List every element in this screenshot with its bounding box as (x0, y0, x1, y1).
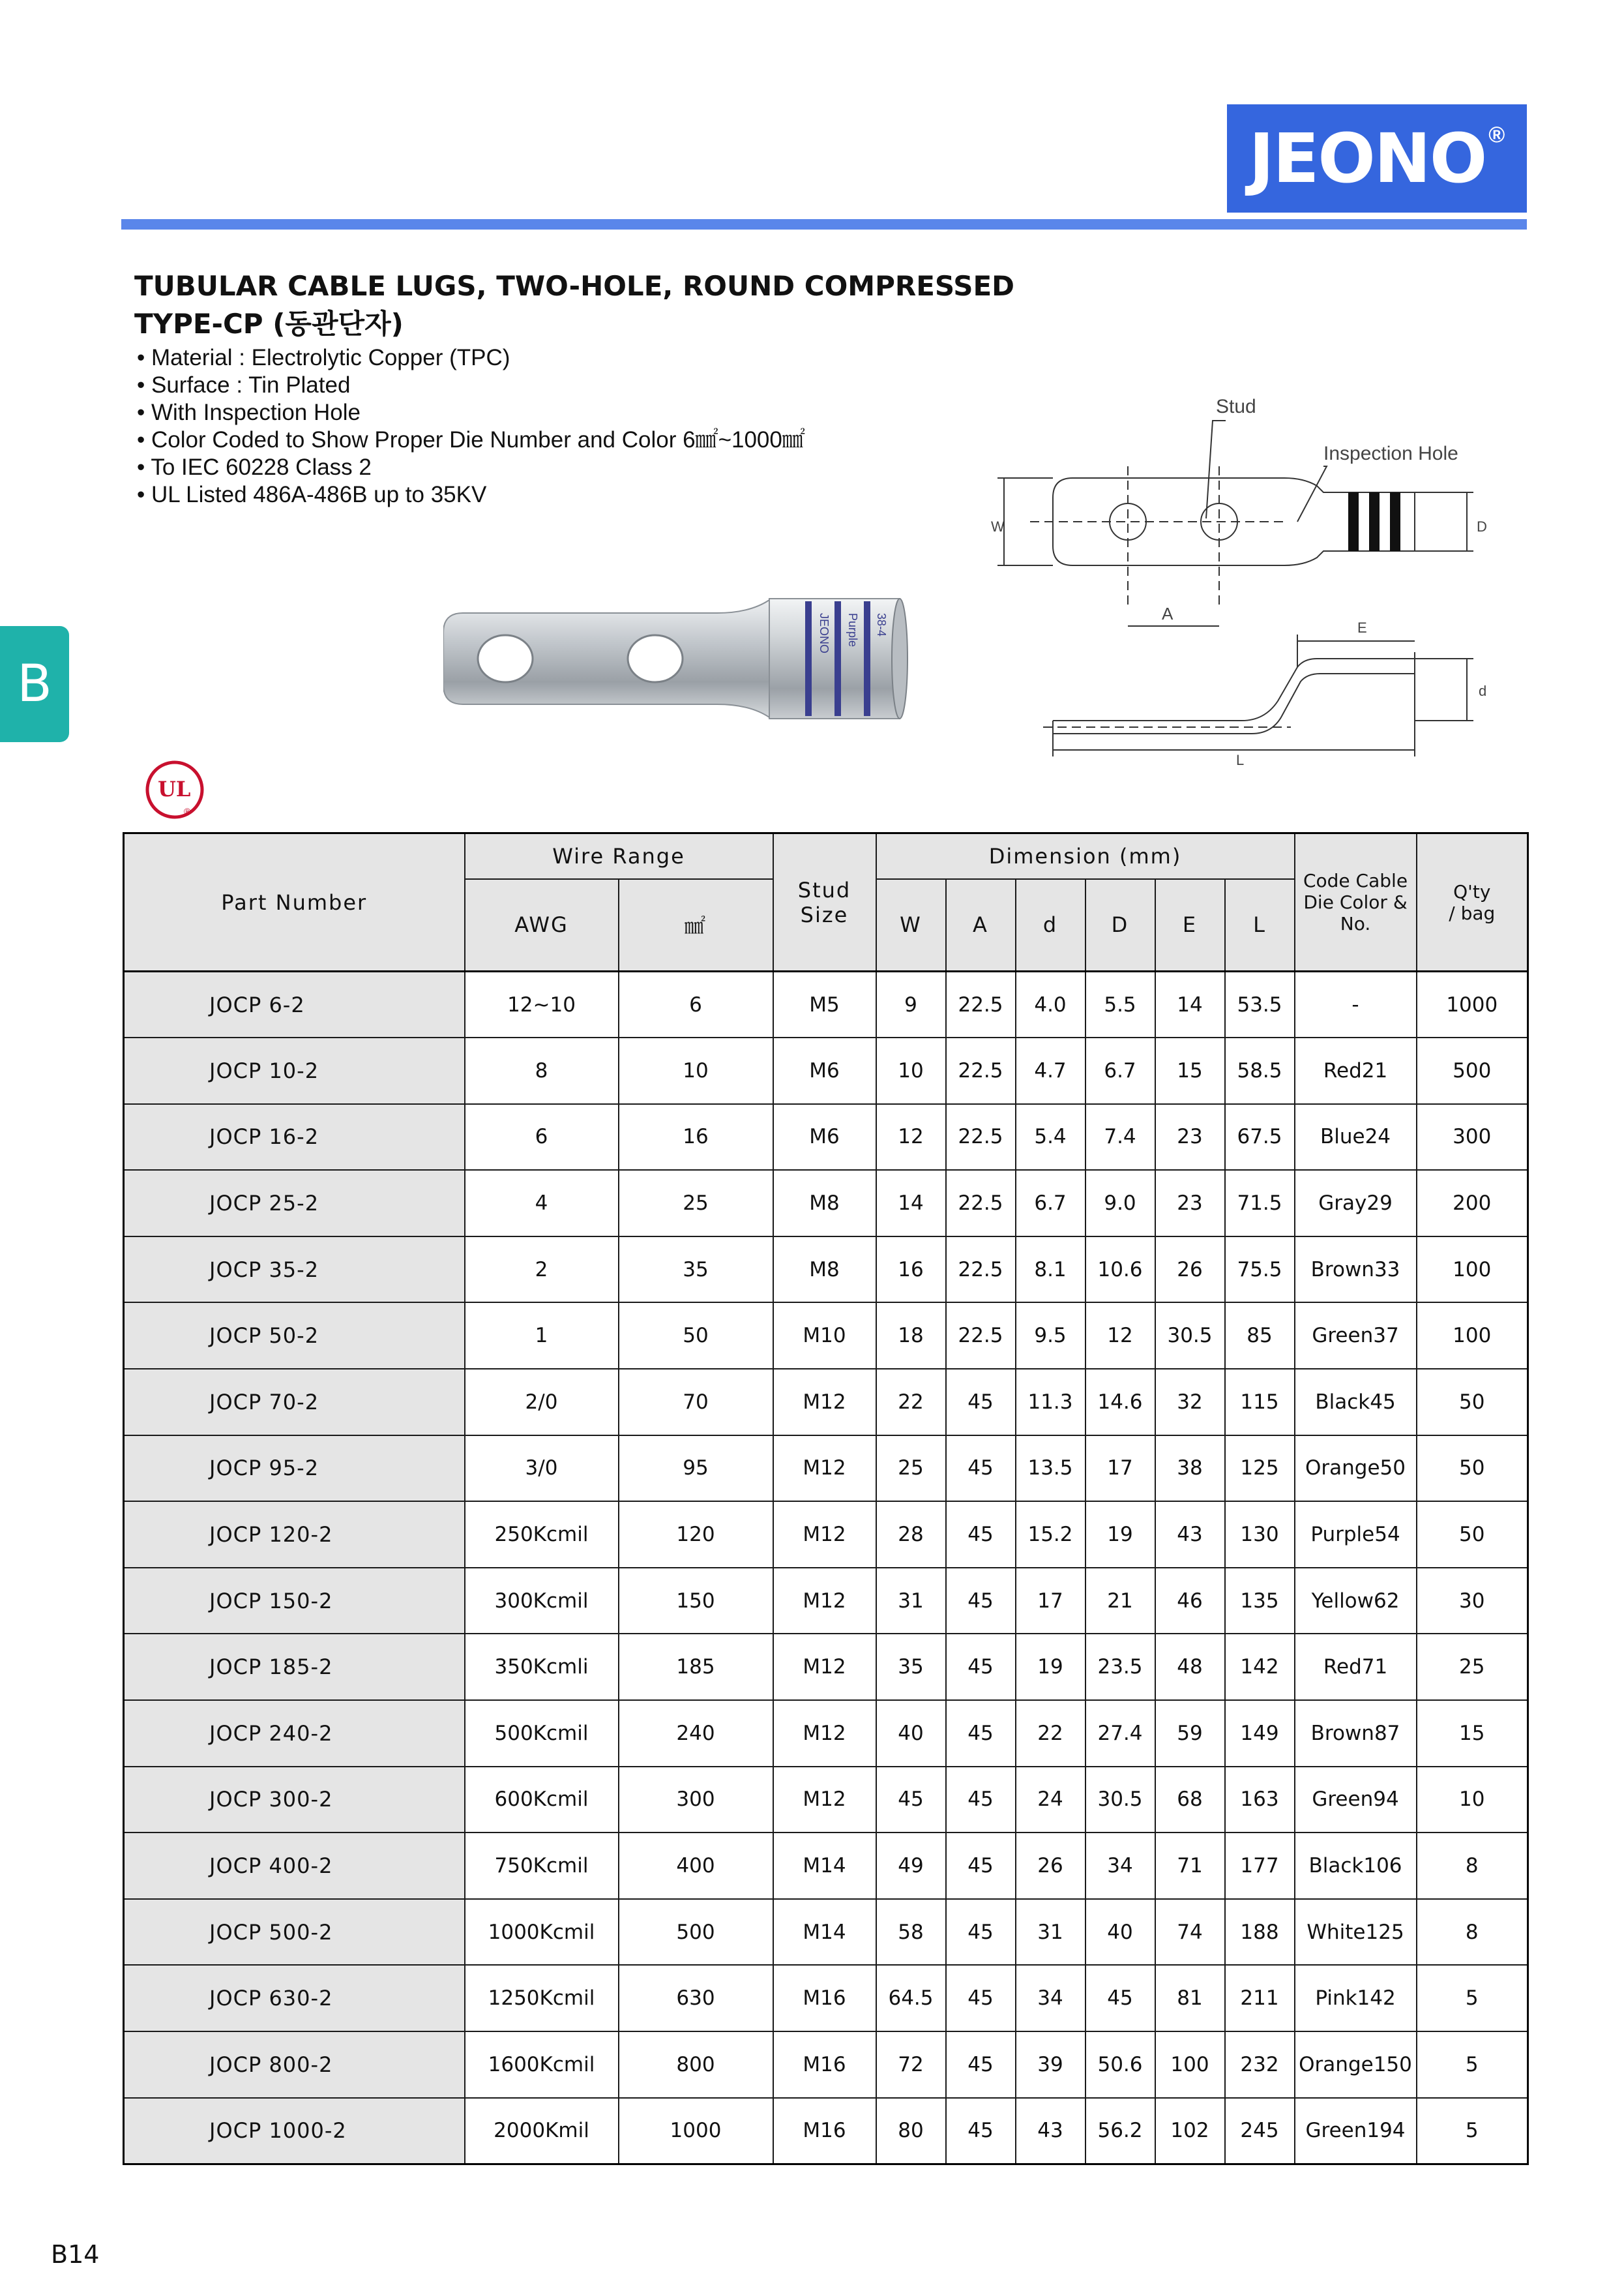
cell-stud-size: M5 (773, 972, 876, 1038)
cell-D: 14.6 (1085, 1369, 1155, 1435)
cell-d: 4.7 (1016, 1038, 1085, 1104)
cell-d: 8.1 (1016, 1236, 1085, 1303)
cell-d: 15.2 (1016, 1501, 1085, 1568)
cell-D: 19 (1085, 1501, 1155, 1568)
cell-w: 16 (876, 1236, 946, 1303)
cell-a: 22.5 (946, 1104, 1016, 1171)
cell-qty: 10 (1417, 1767, 1528, 1833)
header-wire-range: Wire Range (465, 833, 773, 879)
cell-D: 23.5 (1085, 1634, 1155, 1700)
cell-die-color: Purple54 (1295, 1501, 1417, 1568)
header-w: W (876, 879, 946, 972)
cell-qty: 50 (1417, 1501, 1528, 1568)
cell-D: 7.4 (1085, 1104, 1155, 1171)
cell-e: 48 (1155, 1634, 1225, 1700)
table-row (124, 1634, 1528, 1700)
cell-a: 45 (946, 1568, 1016, 1634)
cell-mm2: 120 (619, 1501, 773, 1568)
cell-stud-size: M10 (773, 1302, 876, 1369)
brand-name: JEONO (1248, 119, 1486, 198)
cell-a: 45 (946, 1899, 1016, 1966)
header-mm2: ㎟ (619, 879, 773, 972)
cell-a: 45 (946, 1700, 1016, 1767)
cell-qty: 100 (1417, 1302, 1528, 1369)
photo-color-text: Purple (846, 613, 859, 648)
cell-l: 188 (1225, 1899, 1295, 1966)
cell-awg: 600Kcmil (465, 1767, 619, 1833)
cell-part-number: JOCP 10-2 (124, 1038, 465, 1104)
cell-awg: 1000Kcmil (465, 1899, 619, 1966)
cell-l: 130 (1225, 1501, 1295, 1568)
cell-w: 64.5 (876, 1965, 946, 2031)
page-title (134, 267, 1014, 343)
cell-D: 34 (1085, 1833, 1155, 1899)
label-d-lower: d (1479, 683, 1487, 699)
cell-awg: 8 (465, 1038, 619, 1104)
cell-die-color: Yellow62 (1295, 1568, 1417, 1634)
cell-die-color: Orange150 (1295, 2031, 1417, 2098)
feature-item: • To IEC 60228 Class 2 (137, 454, 805, 481)
cell-a: 45 (946, 1965, 1016, 2031)
cell-l: 125 (1225, 1435, 1295, 1502)
cell-w: 14 (876, 1170, 946, 1236)
label-e: E (1357, 620, 1367, 636)
photo-band-text: JEONO (818, 613, 831, 654)
cell-die-color: Green194 (1295, 2098, 1417, 2164)
label-stud: Stud (1216, 396, 1256, 417)
ul-reg-mark: ® (184, 806, 191, 816)
cell-qty: 15 (1417, 1700, 1528, 1767)
cell-stud-size: M14 (773, 1833, 876, 1899)
cell-w: 28 (876, 1501, 946, 1568)
cell-die-color: Orange50 (1295, 1435, 1417, 1502)
cell-D: 21 (1085, 1568, 1155, 1634)
cell-qty: 500 (1417, 1038, 1528, 1104)
photo-size-text: 38-4 (875, 613, 888, 637)
cell-l: 177 (1225, 1833, 1295, 1899)
table-row (124, 1767, 1528, 1833)
table-row (124, 1104, 1528, 1171)
cell-w: 25 (876, 1435, 946, 1502)
cell-e: 81 (1155, 1965, 1225, 2031)
header-dimension: Dimension (mm) (876, 833, 1295, 879)
header-part-number: Part Number (124, 833, 465, 972)
cell-w: 58 (876, 1899, 946, 1966)
cell-die-color: White125 (1295, 1899, 1417, 1966)
cell-qty: 5 (1417, 2098, 1528, 2164)
cell-D: 56.2 (1085, 2098, 1155, 2164)
cell-d: 9.5 (1016, 1302, 1085, 1369)
cell-die-color: Gray29 (1295, 1170, 1417, 1236)
cell-l: 71.5 (1225, 1170, 1295, 1236)
cell-w: 18 (876, 1302, 946, 1369)
cell-qty: 300 (1417, 1104, 1528, 1171)
cell-mm2: 500 (619, 1899, 773, 1966)
header-code-line2: Die Color & (1303, 891, 1408, 913)
cell-part-number: JOCP 25-2 (124, 1170, 465, 1236)
cell-w: 40 (876, 1700, 946, 1767)
table-row (124, 2098, 1528, 2164)
cell-w: 12 (876, 1104, 946, 1171)
cell-part-number: JOCP 120-2 (124, 1501, 465, 1568)
table-row (124, 1501, 1528, 1568)
cell-awg: 1 (465, 1302, 619, 1369)
cell-stud-size: M16 (773, 1965, 876, 2031)
cell-d: 5.4 (1016, 1104, 1085, 1171)
cell-stud-size: M14 (773, 1899, 876, 1966)
section-tab: B (0, 626, 69, 742)
cell-a: 22.5 (946, 1170, 1016, 1236)
table-row (124, 1302, 1528, 1369)
cell-d: 4.0 (1016, 972, 1085, 1038)
cell-part-number: JOCP 6-2 (124, 972, 465, 1038)
cell-a: 45 (946, 2098, 1016, 2164)
cell-mm2: 1000 (619, 2098, 773, 2164)
cell-stud-size: M6 (773, 1038, 876, 1104)
label-d-upper: D (1477, 518, 1487, 535)
spec-table-body (124, 972, 1528, 2164)
header-qty-line1: Q'ty (1453, 880, 1491, 903)
cell-l: 211 (1225, 1965, 1295, 2031)
header-d-small: d (1016, 879, 1085, 972)
cell-w: 10 (876, 1038, 946, 1104)
cell-l: 58.5 (1225, 1038, 1295, 1104)
cell-w: 22 (876, 1369, 946, 1435)
cell-mm2: 240 (619, 1700, 773, 1767)
cell-die-color: Brown33 (1295, 1236, 1417, 1303)
cell-part-number: JOCP 400-2 (124, 1833, 465, 1899)
header-rule (121, 219, 1527, 230)
cell-mm2: 95 (619, 1435, 773, 1502)
feature-item: • Surface : Tin Plated (137, 372, 805, 399)
cell-e: 23 (1155, 1170, 1225, 1236)
table-row (124, 2031, 1528, 2098)
cell-d: 11.3 (1016, 1369, 1085, 1435)
cell-part-number: JOCP 185-2 (124, 1634, 465, 1700)
cell-a: 22.5 (946, 1038, 1016, 1104)
cell-e: 38 (1155, 1435, 1225, 1502)
cell-qty: 1000 (1417, 972, 1528, 1038)
cell-qty: 30 (1417, 1568, 1528, 1634)
cell-awg: 750Kcmil (465, 1833, 619, 1899)
cell-part-number: JOCP 1000-2 (124, 2098, 465, 2164)
cell-e: 46 (1155, 1568, 1225, 1634)
cell-qty: 5 (1417, 1965, 1528, 2031)
label-l: L (1236, 752, 1245, 768)
header-code-line1: Code Cable (1303, 870, 1408, 891)
cell-d: 17 (1016, 1568, 1085, 1634)
cell-d: 39 (1016, 2031, 1085, 2098)
cell-awg: 3/0 (465, 1435, 619, 1502)
cell-a: 22.5 (946, 972, 1016, 1038)
cell-part-number: JOCP 500-2 (124, 1899, 465, 1966)
cell-qty: 50 (1417, 1369, 1528, 1435)
header-e: E (1155, 879, 1225, 972)
cell-die-color: - (1295, 972, 1417, 1038)
cell-D: 40 (1085, 1899, 1155, 1966)
cell-a: 45 (946, 2031, 1016, 2098)
cell-mm2: 630 (619, 1965, 773, 2031)
cell-w: 35 (876, 1634, 946, 1700)
cell-part-number: JOCP 50-2 (124, 1302, 465, 1369)
cell-awg: 2000Kmil (465, 2098, 619, 2164)
cell-stud-size: M12 (773, 1568, 876, 1634)
cell-stud-size: M12 (773, 1369, 876, 1435)
table-row (124, 1899, 1528, 1966)
cell-e: 30.5 (1155, 1302, 1225, 1369)
cell-part-number: JOCP 16-2 (124, 1104, 465, 1171)
cell-awg: 1600Kcmil (465, 2031, 619, 2098)
cell-e: 26 (1155, 1236, 1225, 1303)
cell-l: 115 (1225, 1369, 1295, 1435)
cell-awg: 4 (465, 1170, 619, 1236)
cell-D: 17 (1085, 1435, 1155, 1502)
cell-awg: 12~10 (465, 972, 619, 1038)
feature-item: • Color Coded to Show Proper Die Number and Color 6㎟~1000㎟ (137, 426, 805, 454)
feature-list (137, 344, 805, 509)
cell-w: 49 (876, 1833, 946, 1899)
cell-mm2: 6 (619, 972, 773, 1038)
cell-qty: 25 (1417, 1634, 1528, 1700)
cell-e: 43 (1155, 1501, 1225, 1568)
table-row (124, 1965, 1528, 2031)
cell-l: 53.5 (1225, 972, 1295, 1038)
cell-awg: 350Kcmli (465, 1634, 619, 1700)
product-photo (443, 587, 926, 737)
cell-stud-size: M16 (773, 2031, 876, 2098)
page-number: B14 (51, 2240, 100, 2269)
header-code-die-color (1295, 833, 1417, 972)
cell-w: 9 (876, 972, 946, 1038)
header-stud-size (773, 833, 876, 972)
title-line-2: TYPE-CP (동관단자) (134, 308, 404, 340)
cell-awg: 250Kcmil (465, 1501, 619, 1568)
cell-awg: 1250Kcmil (465, 1965, 619, 2031)
feature-item: • UL Listed 486A-486B up to 35KV (137, 481, 805, 509)
cell-mm2: 300 (619, 1767, 773, 1833)
cell-d: 19 (1016, 1634, 1085, 1700)
cell-die-color: Red21 (1295, 1038, 1417, 1104)
cell-l: 75.5 (1225, 1236, 1295, 1303)
cell-l: 149 (1225, 1700, 1295, 1767)
cell-part-number: JOCP 630-2 (124, 1965, 465, 2031)
header-row-1 (124, 833, 1528, 879)
cell-qty: 100 (1417, 1236, 1528, 1303)
title-line-1: TUBULAR CABLE LUGS, TWO-HOLE, ROUND COMPRESSED (134, 270, 1015, 302)
cell-qty: 200 (1417, 1170, 1528, 1236)
table-row (124, 1435, 1528, 1502)
cell-mm2: 50 (619, 1302, 773, 1369)
cell-a: 45 (946, 1369, 1016, 1435)
cell-D: 50.6 (1085, 2031, 1155, 2098)
spec-table (123, 832, 1529, 2165)
cell-qty: 5 (1417, 2031, 1528, 2098)
table-row (124, 972, 1528, 1038)
cell-die-color: Green94 (1295, 1767, 1417, 1833)
cell-stud-size: M16 (773, 2098, 876, 2164)
cell-e: 14 (1155, 972, 1225, 1038)
cell-e: 15 (1155, 1038, 1225, 1104)
cell-stud-size: M12 (773, 1700, 876, 1767)
cell-w: 45 (876, 1767, 946, 1833)
cell-e: 32 (1155, 1369, 1225, 1435)
header-d-large: D (1085, 879, 1155, 972)
cell-a: 45 (946, 1833, 1016, 1899)
cell-D: 30.5 (1085, 1767, 1155, 1833)
ul-letters: UL (158, 777, 191, 801)
header-awg: AWG (465, 879, 619, 972)
cell-stud-size: M12 (773, 1767, 876, 1833)
cell-awg: 2 (465, 1236, 619, 1303)
cell-w: 72 (876, 2031, 946, 2098)
technical-diagram (991, 395, 1499, 792)
table-row (124, 1833, 1528, 1899)
cell-mm2: 70 (619, 1369, 773, 1435)
cell-l: 245 (1225, 2098, 1295, 2164)
cell-part-number: JOCP 240-2 (124, 1700, 465, 1767)
cell-stud-size: M8 (773, 1236, 876, 1303)
cell-e: 71 (1155, 1833, 1225, 1899)
cell-mm2: 25 (619, 1170, 773, 1236)
cell-stud-size: M12 (773, 1634, 876, 1700)
table-row (124, 1170, 1528, 1236)
cell-a: 22.5 (946, 1236, 1016, 1303)
ul-listed-logo (145, 760, 205, 820)
header-qty-line2: / bag (1449, 902, 1496, 924)
cell-l: 135 (1225, 1568, 1295, 1634)
cell-die-color: Green37 (1295, 1302, 1417, 1369)
cell-die-color: Red71 (1295, 1634, 1417, 1700)
label-inspection-hole: Inspection Hole (1323, 443, 1458, 464)
cell-die-color: Pink142 (1295, 1965, 1417, 2031)
cell-stud-size: M12 (773, 1501, 876, 1568)
cell-mm2: 800 (619, 2031, 773, 2098)
cell-qty: 50 (1417, 1435, 1528, 1502)
cell-mm2: 16 (619, 1104, 773, 1171)
table-row (124, 1236, 1528, 1303)
cell-awg: 500Kcmil (465, 1700, 619, 1767)
cell-a: 45 (946, 1634, 1016, 1700)
cell-l: 67.5 (1225, 1104, 1295, 1171)
cell-a: 45 (946, 1435, 1016, 1502)
header-code-line3: No. (1340, 913, 1371, 935)
cell-d: 13.5 (1016, 1435, 1085, 1502)
cell-die-color: Black106 (1295, 1833, 1417, 1899)
cell-die-color: Blue24 (1295, 1104, 1417, 1171)
cell-awg: 6 (465, 1104, 619, 1171)
table-row (124, 1700, 1528, 1767)
cell-awg: 2/0 (465, 1369, 619, 1435)
cell-e: 100 (1155, 2031, 1225, 2098)
cell-a: 22.5 (946, 1302, 1016, 1369)
cell-w: 80 (876, 2098, 946, 2164)
label-a: A (1162, 604, 1174, 623)
cell-d: 31 (1016, 1899, 1085, 1966)
cell-mm2: 400 (619, 1833, 773, 1899)
cell-d: 26 (1016, 1833, 1085, 1899)
header-qty (1417, 833, 1528, 972)
cell-part-number: JOCP 35-2 (124, 1236, 465, 1303)
cell-w: 31 (876, 1568, 946, 1634)
cell-e: 74 (1155, 1899, 1225, 1966)
cell-die-color: Brown87 (1295, 1700, 1417, 1767)
cell-D: 9.0 (1085, 1170, 1155, 1236)
cell-e: 68 (1155, 1767, 1225, 1833)
cell-e: 102 (1155, 2098, 1225, 2164)
header-l: L (1225, 879, 1295, 972)
cell-die-color: Black45 (1295, 1369, 1417, 1435)
cell-l: 142 (1225, 1634, 1295, 1700)
cell-D: 45 (1085, 1965, 1155, 2031)
cell-part-number: JOCP 70-2 (124, 1369, 465, 1435)
cell-d: 22 (1016, 1700, 1085, 1767)
cell-D: 12 (1085, 1302, 1155, 1369)
cell-a: 45 (946, 1767, 1016, 1833)
cell-part-number: JOCP 150-2 (124, 1568, 465, 1634)
cell-a: 45 (946, 1501, 1016, 1568)
cell-mm2: 150 (619, 1568, 773, 1634)
table-row (124, 1369, 1528, 1435)
cell-D: 10.6 (1085, 1236, 1155, 1303)
cell-mm2: 185 (619, 1634, 773, 1700)
cell-D: 27.4 (1085, 1700, 1155, 1767)
cell-stud-size: M6 (773, 1104, 876, 1171)
cell-part-number: JOCP 95-2 (124, 1435, 465, 1502)
cell-stud-size: M8 (773, 1170, 876, 1236)
cell-part-number: JOCP 300-2 (124, 1767, 465, 1833)
cell-qty: 8 (1417, 1899, 1528, 1966)
registered-mark: ® (1488, 122, 1505, 147)
cell-D: 6.7 (1085, 1038, 1155, 1104)
cell-awg: 300Kcmil (465, 1568, 619, 1634)
cell-e: 59 (1155, 1700, 1225, 1767)
header-stud-size-line1: Stud (797, 877, 851, 903)
cell-d: 6.7 (1016, 1170, 1085, 1236)
table-row (124, 1568, 1528, 1634)
cell-mm2: 35 (619, 1236, 773, 1303)
label-w: W (991, 518, 1005, 535)
brand-logo (1227, 104, 1527, 213)
cell-l: 163 (1225, 1767, 1295, 1833)
cell-D: 5.5 (1085, 972, 1155, 1038)
table-row (124, 1038, 1528, 1104)
cell-qty: 8 (1417, 1833, 1528, 1899)
cell-l: 85 (1225, 1302, 1295, 1369)
cell-mm2: 10 (619, 1038, 773, 1104)
cell-e: 23 (1155, 1104, 1225, 1171)
cell-d: 24 (1016, 1767, 1085, 1833)
cell-stud-size: M12 (773, 1435, 876, 1502)
cell-d: 34 (1016, 1965, 1085, 2031)
feature-item: • Material : Electrolytic Copper (TPC) (137, 344, 805, 372)
cell-d: 43 (1016, 2098, 1085, 2164)
header-stud-size-line2: Size (800, 902, 849, 927)
cell-l: 232 (1225, 2031, 1295, 2098)
header-a: A (946, 879, 1016, 972)
cell-part-number: JOCP 800-2 (124, 2031, 465, 2098)
feature-item: • With Inspection Hole (137, 399, 805, 426)
